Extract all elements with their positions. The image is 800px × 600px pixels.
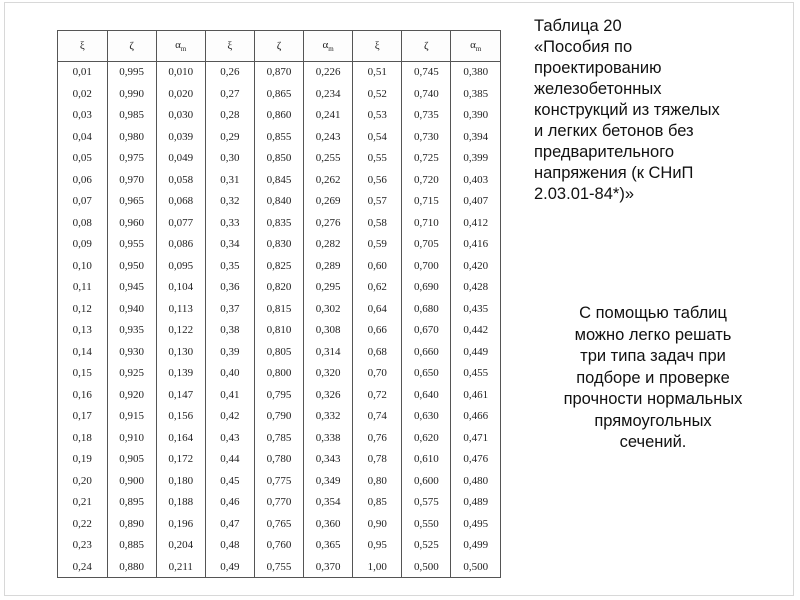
table-cell: 0,955	[107, 234, 156, 256]
table-cell: 0,12	[72, 302, 92, 315]
table-cell: 0,600	[402, 471, 451, 493]
table-cell: 0,269	[304, 191, 353, 213]
table-cell: 0,68	[353, 342, 402, 364]
table-cell: 0,020	[156, 84, 205, 106]
table-cell: 0,740	[402, 84, 451, 106]
table-body	[58, 62, 500, 579]
table-cell: 0,650	[402, 363, 451, 385]
table-cell: 0,11	[72, 281, 92, 293]
caption-line: предварительного	[534, 143, 675, 161]
table-cell: 0,461	[451, 385, 500, 407]
caption-line: Таблица 20	[534, 17, 622, 35]
note-line: три типа задач при	[580, 347, 726, 365]
table-cell: 0,420	[451, 256, 500, 278]
column-header	[156, 31, 205, 62]
table-cell: 0,49	[205, 557, 254, 579]
table-cell: 0,755	[254, 557, 303, 579]
table-cell: 0,975	[107, 148, 156, 170]
table-cell: 0,188	[156, 492, 205, 514]
table-cell: 0,407	[451, 191, 500, 213]
table-cell: 0,52	[353, 84, 402, 106]
table-cell: 0,745	[402, 62, 451, 84]
table-cell: 0,525	[402, 535, 451, 557]
table-cell: 0,725	[402, 148, 451, 170]
table-cell: 0,965	[107, 191, 156, 213]
column-header	[254, 31, 303, 62]
table-cell: 0,765	[254, 514, 303, 536]
table-cell: 0,705	[402, 234, 451, 256]
table-cell: 0,147	[156, 385, 205, 407]
table-cell: 0,471	[451, 428, 500, 450]
table-cell: 0,70	[353, 363, 402, 385]
table-cell: 0,72	[353, 385, 402, 407]
table-cell: 0,74	[353, 406, 402, 428]
table-cell: 0,730	[402, 127, 451, 149]
table-cell: 0,495	[451, 514, 500, 536]
table-cell: 0,500	[402, 557, 451, 579]
table-cell: 0,38	[205, 320, 254, 342]
table-row	[58, 363, 500, 385]
column-header-symbol: ξ	[79, 40, 85, 52]
table-cell: 0,360	[304, 514, 353, 536]
table-cell: 0,399	[451, 148, 500, 170]
table-row	[58, 557, 500, 579]
table-cell: 0,45	[205, 471, 254, 493]
table-cell: 0,780	[254, 449, 303, 471]
table-cell: 0,845	[254, 170, 303, 192]
table-cell: 0,139	[156, 363, 205, 385]
table-cell: 0,42	[205, 406, 254, 428]
table-cell: 0,30	[205, 148, 254, 170]
table-cell: 0,630	[402, 406, 451, 428]
table-cell: 0,900	[107, 471, 156, 493]
table-cell: 0,920	[107, 385, 156, 407]
table-cell: 0,435	[451, 299, 500, 321]
table-cell: 0,835	[254, 213, 303, 235]
table-cell: 0,960	[107, 213, 156, 235]
table-cell: 0,44	[205, 449, 254, 471]
table-cell: 0,815	[254, 299, 303, 321]
table-cell: 0,54	[353, 127, 402, 149]
table-cell: 0,500	[451, 557, 500, 579]
table-row	[58, 535, 500, 557]
table-cell: 0,262	[304, 170, 353, 192]
table-cell: 0,05	[72, 152, 92, 164]
table-cell: 0,785	[254, 428, 303, 450]
table-cell: 0,343	[304, 449, 353, 471]
table-cell: 0,85	[353, 492, 402, 514]
table-cell: 0,295	[304, 277, 353, 299]
table-row	[58, 105, 500, 127]
table-cell: 0,455	[451, 363, 500, 385]
table-cell: 0,354	[304, 492, 353, 514]
table-cell: 0,320	[304, 363, 353, 385]
note-line: можно легко решать	[574, 325, 732, 344]
table-cell: 0,058	[156, 170, 205, 192]
table-cell: 0,412	[451, 213, 500, 235]
table-cell: 0,332	[304, 406, 353, 428]
table-row	[58, 277, 500, 299]
table-cell: 0,78	[353, 449, 402, 471]
table-cell: 0,680	[402, 299, 451, 321]
table-cell: 0,130	[156, 342, 205, 364]
table-cell: 0,670	[402, 320, 451, 342]
table-row	[58, 471, 500, 493]
table-caption	[534, 16, 784, 205]
table-cell: 0,23	[72, 539, 92, 551]
table-cell: 0,180	[156, 471, 205, 493]
table-cell: 0,575	[402, 492, 451, 514]
table-cell: 0,16	[72, 388, 92, 401]
table-cell: 0,66	[353, 320, 402, 342]
table-cell: 0,735	[402, 105, 451, 127]
column-header	[451, 31, 500, 62]
table-cell: 0,27	[205, 84, 254, 106]
table-cell: 1,00	[353, 557, 402, 579]
table-cell: 0,985	[107, 105, 156, 127]
table-cell: 0,15	[72, 367, 92, 379]
table-cell: 0,24	[72, 560, 92, 573]
table-cell: 0,795	[254, 385, 303, 407]
table-cell: 0,02	[72, 87, 92, 100]
table-cell: 0,01	[72, 66, 92, 78]
coefficient-table-container	[57, 30, 501, 578]
column-header-subscript: m	[475, 45, 482, 54]
table-cell: 0,039	[156, 127, 205, 149]
table-cell: 0,60	[353, 256, 402, 278]
table-cell: 0,26	[205, 62, 254, 84]
table-cell: 0,56	[353, 170, 402, 192]
table-cell: 0,416	[451, 234, 500, 256]
table-cell: 0,59	[353, 234, 402, 256]
table-cell: 0,76	[353, 428, 402, 450]
table-cell: 0,990	[107, 84, 156, 106]
table-cell: 0,870	[254, 62, 303, 84]
table-cell: 0,04	[72, 130, 92, 143]
table-row	[58, 320, 500, 342]
table-cell: 0,243	[304, 127, 353, 149]
table-row	[58, 256, 500, 278]
table-cell: 0,36	[205, 277, 254, 299]
table-row	[58, 406, 500, 428]
table-cell: 0,640	[402, 385, 451, 407]
table-cell: 0,08	[72, 216, 92, 229]
column-header-symbol: ξ	[227, 40, 233, 52]
table-cell: 0,690	[402, 277, 451, 299]
table-cell: 0,90	[353, 514, 402, 536]
table-row	[58, 299, 500, 321]
table-cell: 0,39	[205, 342, 254, 364]
table-cell: 0,442	[451, 320, 500, 342]
table-cell: 0,122	[156, 320, 205, 342]
table-cell: 0,499	[451, 535, 500, 557]
table-cell: 0,800	[254, 363, 303, 385]
table-cell: 0,895	[107, 492, 156, 514]
table-row	[58, 449, 500, 471]
table-cell: 0,980	[107, 127, 156, 149]
caption-line: проектированию	[534, 59, 662, 77]
table-cell: 0,172	[156, 449, 205, 471]
table-cell: 0,880	[107, 557, 156, 579]
table-cell: 0,241	[304, 105, 353, 127]
table-cell: 0,29	[205, 127, 254, 149]
table-cell: 0,14	[72, 345, 92, 358]
table-cell: 0,950	[107, 256, 156, 278]
table-cell: 0,40	[205, 363, 254, 385]
table-cell: 0,308	[304, 320, 353, 342]
table-row	[58, 84, 500, 106]
note-line: сечений.	[619, 433, 687, 451]
table-cell: 0,31	[205, 170, 254, 192]
table-cell: 0,910	[107, 428, 156, 450]
table-cell: 0,970	[107, 170, 156, 192]
explanatory-note	[522, 303, 784, 454]
table-cell: 0,930	[107, 342, 156, 364]
table-cell: 0,805	[254, 342, 303, 364]
table-cell: 0,449	[451, 342, 500, 364]
table-row	[58, 342, 500, 364]
table-cell: 0,940	[107, 299, 156, 321]
column-header	[107, 31, 156, 62]
column-header-symbol: ζ	[129, 40, 134, 52]
table-cell: 0,775	[254, 471, 303, 493]
note-line: подборе и проверке	[576, 368, 730, 387]
table-cell: 0,113	[156, 299, 205, 321]
table-cell: 0,326	[304, 385, 353, 407]
table-cell: 0,010	[156, 62, 205, 84]
table-cell: 0,19	[72, 453, 92, 465]
table-cell: 0,10	[72, 259, 92, 272]
table-cell: 0,211	[156, 557, 205, 579]
table-cell: 0,314	[304, 342, 353, 364]
table-row	[58, 148, 500, 170]
column-header-symbol: α	[470, 38, 476, 51]
table-cell: 0,28	[205, 105, 254, 127]
table-cell: 0,41	[205, 385, 254, 407]
table-cell: 0,35	[205, 256, 254, 278]
note-line: прямоугольных	[594, 411, 712, 430]
column-header	[353, 31, 402, 62]
column-header	[304, 31, 353, 62]
note-line: прочности нормальных	[563, 390, 743, 408]
table-cell: 0,820	[254, 277, 303, 299]
note-line: С помощью таблиц	[579, 304, 727, 322]
table-cell: 0,302	[304, 299, 353, 321]
table-cell: 0,17	[72, 410, 92, 422]
caption-line: 2.03.01-84*)»	[534, 185, 634, 203]
table-cell: 0,720	[402, 170, 451, 192]
table-cell: 0,925	[107, 363, 156, 385]
table-cell: 0,850	[254, 148, 303, 170]
table-cell: 0,770	[254, 492, 303, 514]
table-cell: 0,380	[451, 62, 500, 84]
table-cell: 0,840	[254, 191, 303, 213]
table-row	[58, 213, 500, 235]
table-cell: 0,935	[107, 320, 156, 342]
table-cell: 0,390	[451, 105, 500, 127]
table-cell: 0,466	[451, 406, 500, 428]
table-cell: 0,255	[304, 148, 353, 170]
column-header-symbol: ζ	[424, 40, 429, 52]
table-cell: 0,282	[304, 234, 353, 256]
table-cell: 0,760	[254, 535, 303, 557]
table-cell: 0,700	[402, 256, 451, 278]
table-cell: 0,03	[72, 109, 92, 121]
table-cell: 0,48	[205, 535, 254, 557]
table-cell: 0,104	[156, 277, 205, 299]
column-header	[58, 31, 107, 62]
caption-line: конструкций из тяжелых	[534, 101, 720, 119]
table-cell: 0,086	[156, 234, 205, 256]
table-cell: 0,825	[254, 256, 303, 278]
table-cell: 0,550	[402, 514, 451, 536]
table-cell: 0,030	[156, 105, 205, 127]
caption-line: и легких бетонов без	[534, 122, 694, 140]
table-cell: 0,349	[304, 471, 353, 493]
table-cell: 0,480	[451, 471, 500, 493]
column-header	[205, 31, 254, 62]
table-cell: 0,80	[353, 471, 402, 493]
column-header-subscript: m	[328, 45, 334, 54]
table-cell: 0,276	[304, 213, 353, 235]
table-cell: 0,06	[72, 173, 92, 186]
table-cell: 0,945	[107, 277, 156, 299]
table-cell: 0,860	[254, 105, 303, 127]
table-cell: 0,204	[156, 535, 205, 557]
table-cell: 0,049	[156, 148, 205, 170]
table-cell: 0,385	[451, 84, 500, 106]
table-cell: 0,077	[156, 213, 205, 235]
table-row	[58, 492, 500, 514]
table-cell: 0,51	[353, 62, 402, 84]
caption-line: железобетонных	[534, 80, 662, 98]
table-cell: 0,13	[72, 324, 92, 336]
table-cell: 0,428	[451, 277, 500, 299]
coefficient-table	[58, 31, 500, 578]
table-row	[58, 385, 500, 407]
table-cell: 0,855	[254, 127, 303, 149]
table-row	[58, 514, 500, 536]
table-cell: 0,64	[353, 299, 402, 321]
table-cell: 0,43	[205, 428, 254, 450]
column-header-symbol: α	[175, 38, 181, 51]
table-cell: 0,370	[304, 557, 353, 579]
table-cell: 0,46	[205, 492, 254, 514]
table-cell: 0,660	[402, 342, 451, 364]
table-cell: 0,810	[254, 320, 303, 342]
table-cell: 0,068	[156, 191, 205, 213]
table-cell: 0,489	[451, 492, 500, 514]
table-cell: 0,22	[72, 517, 92, 530]
table-cell: 0,21	[72, 496, 92, 508]
table-cell: 0,37	[205, 299, 254, 321]
table-row	[58, 62, 500, 84]
caption-line: напряжения (к СНиП	[534, 164, 694, 182]
table-cell: 0,33	[205, 213, 254, 235]
table-cell: 0,47	[205, 514, 254, 536]
table-cell: 0,57	[353, 191, 402, 213]
table-cell: 0,34	[205, 234, 254, 256]
table-cell: 0,830	[254, 234, 303, 256]
table-cell: 0,196	[156, 514, 205, 536]
column-header-subscript: m	[180, 45, 187, 54]
table-cell: 0,610	[402, 449, 451, 471]
table-row	[58, 170, 500, 192]
column-header-symbol: ξ	[374, 40, 380, 52]
column-header-symbol: α	[322, 38, 329, 51]
table-cell: 0,865	[254, 84, 303, 106]
table-cell: 0,09	[72, 238, 92, 250]
table-cell: 0,995	[107, 62, 156, 84]
table-cell: 0,394	[451, 127, 500, 149]
table-cell: 0,18	[72, 431, 92, 444]
table-row	[58, 191, 500, 213]
table-cell: 0,156	[156, 406, 205, 428]
table-cell: 0,476	[451, 449, 500, 471]
table-cell: 0,07	[72, 195, 92, 207]
table-cell: 0,890	[107, 514, 156, 536]
table-cell: 0,915	[107, 406, 156, 428]
table-cell: 0,53	[353, 105, 402, 127]
table-cell: 0,620	[402, 428, 451, 450]
table-cell: 0,289	[304, 256, 353, 278]
table-cell: 0,790	[254, 406, 303, 428]
table-cell: 0,095	[156, 256, 205, 278]
table-cell: 0,55	[353, 148, 402, 170]
table-cell: 0,32	[205, 191, 254, 213]
table-cell: 0,885	[107, 535, 156, 557]
table-cell: 0,905	[107, 449, 156, 471]
table-row	[58, 234, 500, 256]
table-cell: 0,338	[304, 428, 353, 450]
table-cell: 0,403	[451, 170, 500, 192]
table-cell: 0,20	[72, 474, 92, 487]
table-cell: 0,62	[353, 277, 402, 299]
table-header-row	[58, 31, 500, 62]
caption-line: «Пособия по	[534, 38, 633, 56]
table-cell: 0,365	[304, 535, 353, 557]
table-cell: 0,234	[304, 84, 353, 106]
column-header-symbol: ζ	[276, 40, 282, 52]
table-cell: 0,226	[304, 62, 353, 84]
table-cell: 0,710	[402, 213, 451, 235]
table-cell: 0,715	[402, 191, 451, 213]
table-cell: 0,164	[156, 428, 205, 450]
table-cell: 0,95	[353, 535, 402, 557]
table-cell: 0,58	[353, 213, 402, 235]
table-row	[58, 428, 500, 450]
table-row	[58, 127, 500, 149]
column-header	[402, 31, 451, 62]
